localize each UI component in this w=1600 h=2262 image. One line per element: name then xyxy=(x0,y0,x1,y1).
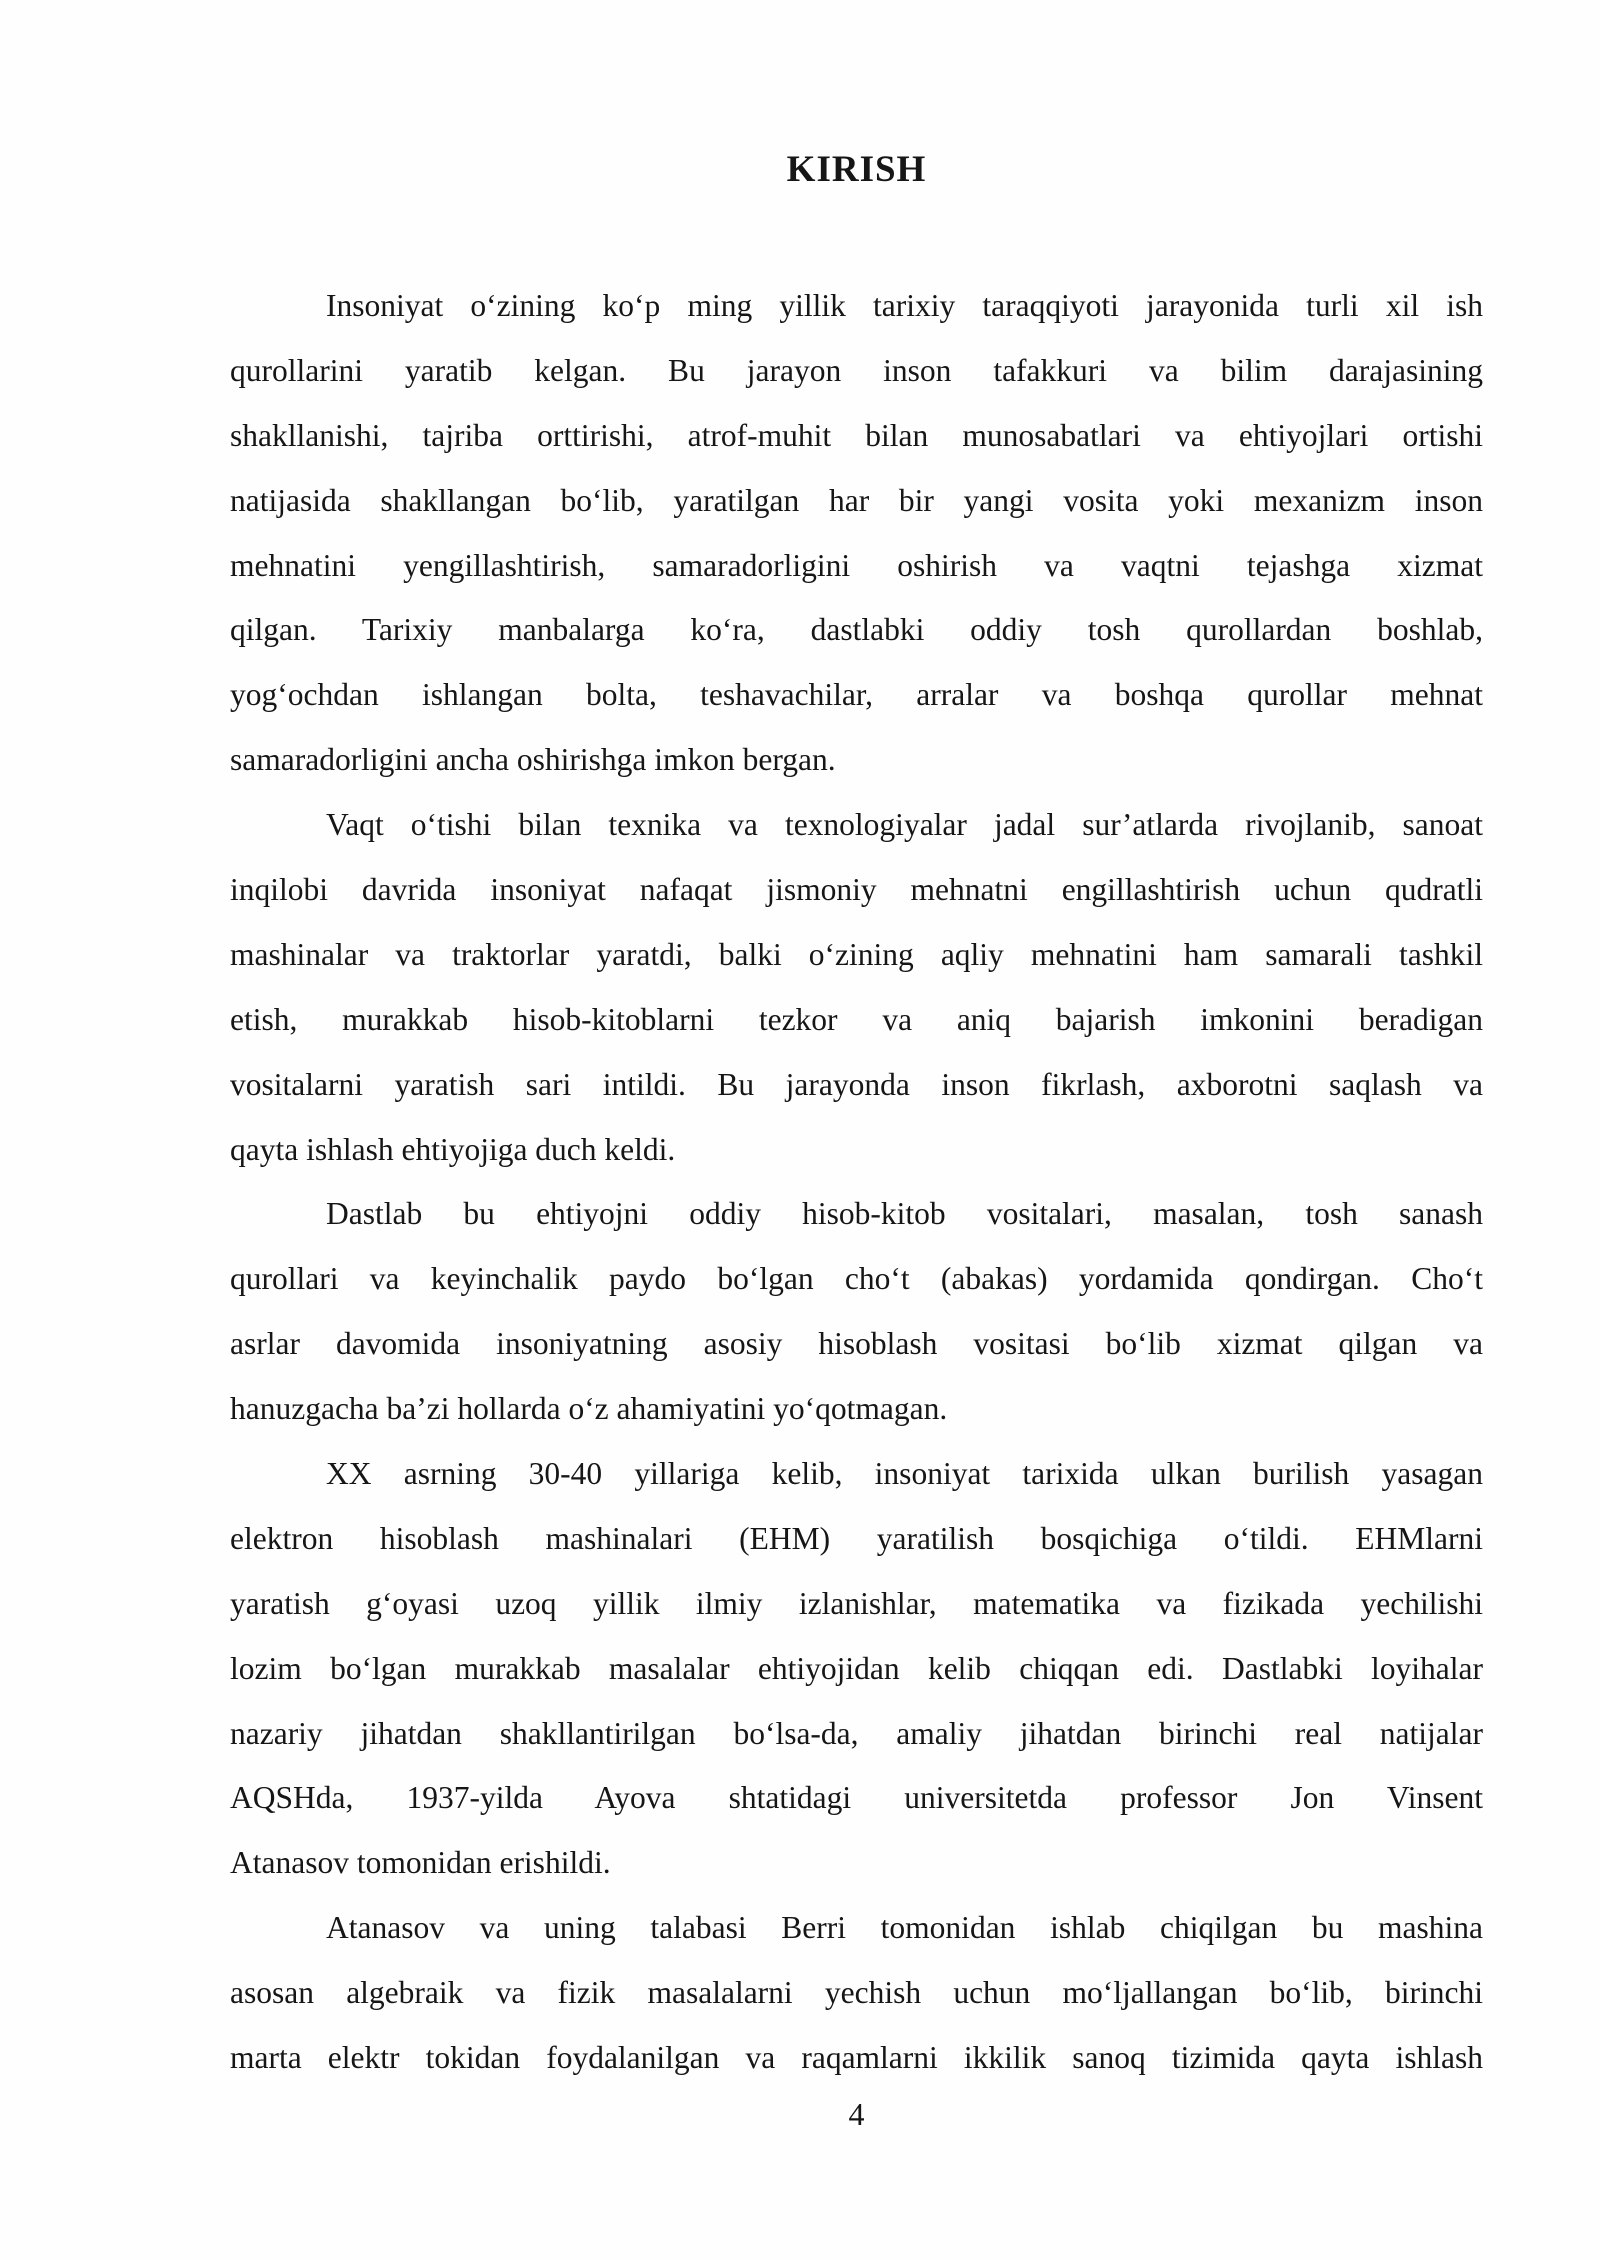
text-line: Vaqt o‘tishi bilan texnika va texnologiyalar jadal sur’atlarda rivojlanib, sanoat xyxy=(326,807,1483,843)
text-line: elektron hisoblash mashinalari (EHM) yaratilish bosqichiga o‘tildi. EHMlarni xyxy=(230,1520,1483,1556)
text-line: Atanasov tomonidan erishildi. xyxy=(230,1845,611,1881)
text-line: Dastlab bu ehtiyojni oddiy hisob-kitob vositalari, masalan, tosh sanash xyxy=(326,1196,1483,1232)
text-line: marta elektr tokidan foydalanilgan va raqamlarni ikkilik sanoq tizimida qayta ishlash xyxy=(230,2040,1483,2076)
paragraph xyxy=(230,793,1483,1182)
text-line: AQSHda, 1937-yilda Ayova shtatidagi universitetda professor Jon Vinsent xyxy=(230,1780,1483,1816)
text-line: Insoniyat o‘zining ko‘p ming yillik tarixiy taraqqiyoti jarayonida turli xil ish xyxy=(326,288,1483,323)
text-line: natijasida shakllangan bo‘lib, yaratilgan har bir yangi vosita yoki mexanizm inson xyxy=(230,482,1483,518)
body-text xyxy=(230,274,1483,2091)
text-line: qurollarini yaratib kelgan. Bu jarayon inson tafakkuri va bilim darajasining xyxy=(230,352,1483,388)
text-line: qurollari va keyinchalik paydo bo‘lgan cho‘t (abakas) yordamida qondirgan. Cho‘t xyxy=(230,1261,1483,1297)
text-line: asrlar davomida insoniyatning asosiy hisoblash vositasi bo‘lib xizmat qilgan va xyxy=(230,1326,1483,1362)
text-line: lozim bo‘lgan murakkab masalalar ehtiyojidan kelib chiqqan edi. Dastlabki loyihalar xyxy=(230,1650,1483,1686)
text-line: yaratish g‘oyasi uzoq yillik ilmiy izlanishlar, matematika va fizikada yechilishi xyxy=(230,1585,1483,1621)
text-line: XX asrning 30-40 yillariga kelib, insoniyat tarixida ulkan burilish yasagan xyxy=(326,1456,1483,1492)
text-line: samaradorligini ancha oshirishga imkon bergan. xyxy=(230,742,836,778)
page-number: 4 xyxy=(848,2096,865,2132)
text-line: mashinalar va traktorlar yaratdi, balki o‘zining aqliy mehnatini ham samarali tashkil xyxy=(230,936,1483,972)
text-line: nazariy jihatdan shakllantirilgan bo‘lsa-da, amaliy jihatdan birinchi real natijalar xyxy=(230,1715,1483,1751)
text-line: qayta ishlash ehtiyojiga duch keldi. xyxy=(230,1131,676,1167)
page-title: KIRISH xyxy=(786,149,927,190)
text-line: shakllanishi, tajriba orttirishi, atrof-muhit bilan munosabatlari va ehtiyojlari ortishi xyxy=(230,417,1483,453)
text-line: asosan algebraik va fizik masalalarni yechish uchun mo‘ljallangan bo‘lib, birinchi xyxy=(230,1975,1483,2011)
paragraph xyxy=(230,1896,1483,2091)
text-line: yog‘ochdan ishlangan bolta, teshavachilar, arralar va boshqa qurollar mehnat xyxy=(230,677,1483,713)
text-line: inqilobi davrida insoniyat nafaqat jismoniy mehnatni engillashtirish uchun qudratli xyxy=(230,872,1483,908)
paragraph xyxy=(230,274,1483,793)
text-line: Atanasov va uning talabasi Berri tomonidan ishlab chiqilgan bu mashina xyxy=(326,1910,1483,1946)
text-line: qilgan. Tarixiy manbalarga ko‘ra, dastlabki oddiy tosh qurollardan boshlab, xyxy=(230,612,1483,648)
text-line: etish, murakkab hisob-kitoblarni tezkor va aniq bajarish imkonini beradigan xyxy=(230,1001,1483,1037)
paragraph xyxy=(230,1442,1483,1896)
text-line: mehnatini yengillashtirish, samaradorligini oshirish va vaqtni tejashga xizmat xyxy=(230,547,1483,583)
paragraph xyxy=(230,1182,1483,1442)
text-line: hanuzgacha ba’zi hollarda o‘z ahamiyatini yo‘qotmagan. xyxy=(230,1391,948,1427)
text-line: vositalarni yaratish sari intildi. Bu jarayonda inson fikrlash, axborotni saqlash va xyxy=(230,1066,1483,1102)
